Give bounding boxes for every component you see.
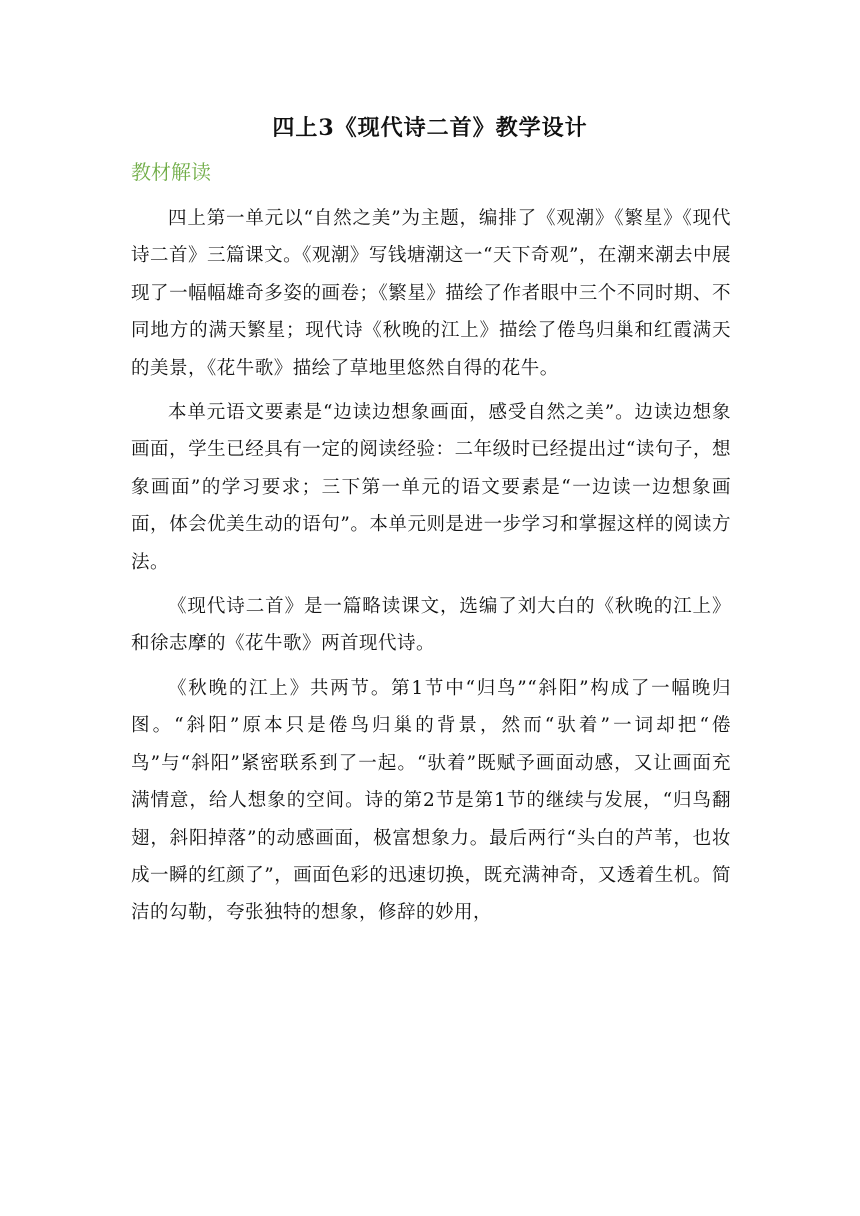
paragraph-language-element: 本单元语文要素是“边读边想象画面，感受自然之美”。边读边想象画面，学生已经具有一定的阅读经验：二年级时已经提出过“读句子，想象画面”的学习要求；三下第一单元的语文要素是“一边读一边想象画面，体会优美生动的语句”。本单元则是进一步学习和掌握这样的阅读方法。 <box>131 402 731 573</box>
document-body <box>131 200 731 932</box>
paragraph-poem-analysis: 《秋晚的江上》共两节。第1节中“归鸟”“斜阳”构成了一幅晚归图。“斜阳”原本只是倦鸟归巢的背景，然而“驮着”一词却把“倦鸟”与“斜阳”紧密联系到了一起。“驮着”既赋予画面动感，又让画面充满情意，给人想象的空间。诗的第2节是第1节的继续与发展，“归鸟翻翅，斜阳掉落”的动感画面，极富想象力。最后两行“头白的芦苇，也妆成一瞬的红颜了”，画面色彩的迅速切换，既充满神奇，又透着生机。简洁的勾勒，夸张独特的想象，修辞的妙用， <box>131 677 731 924</box>
paragraph-lesson-overview: 《现代诗二首》是一篇略读课文，选编了刘大白的《秋晚的江上》和徐志摩的《花牛歌》两首现代诗。 <box>131 596 731 655</box>
document-title: 四上3《现代诗二首》教学设计 <box>272 115 588 141</box>
paragraph-unit-theme: 四上第一单元以“自然之美”为主题，编排了《观潮》《繁星》《现代诗二首》三篇课文。《观潮》写钱塘潮这一“天下奇观”，在潮来潮去中展现了一幅幅雄奇多姿的画卷；《繁星》描绘了作者眼中三个不同时期、不同地方的满天繁星；现代诗《秋晚的江上》描绘了倦鸟归巢和红霞满天的美景，《花牛歌》描绘了草地里悠然自得的花牛。 <box>131 208 731 379</box>
section-heading: 教材解读 <box>131 160 211 184</box>
